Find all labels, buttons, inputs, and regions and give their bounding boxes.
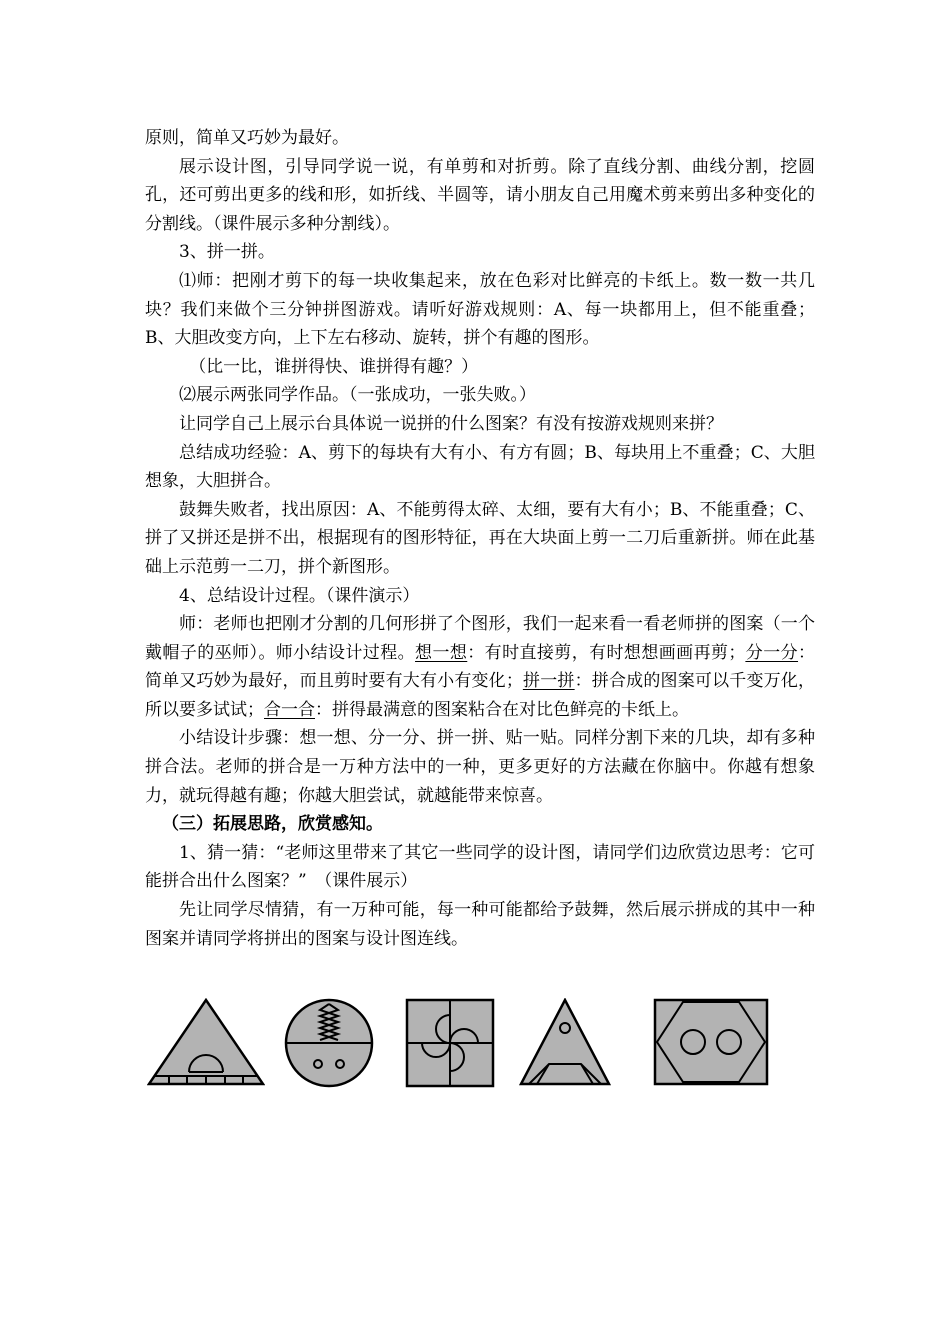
paragraph-11-b: ：有时直接剪，有时想想画画再剪； [467,642,746,663]
triangle-dome-design [147,998,265,1086]
square-pinwheel-design [405,998,495,1088]
step-assemble: 拼一拼 [522,671,575,692]
paragraph-12: 小结设计步骤：想一想、分一分、拼一拼、贴一贴。同样分割下来的几块，却有多种拼合法。老师的拼合是一万种方法中的一种，更多更好的方法藏在你脑中。你越有想象力，就玩得越有趣；你越大胆尝试，就越能带来惊喜。 [145,728,815,806]
paragraph-8: 总结成功经验：A、剪下的每块有大有小、有方有圆；B、每块用上不重叠；C、大胆想象，大胆拼合。 [145,442,815,492]
paragraph-13: 1、猜一猜：“老师这里带来了其它一些同学的设计图，请同学们边欣赏边思考：它可能拼合出什么图案？” （课件展示） [145,842,815,892]
section-3-title: 3、拼一拼。 [179,242,275,263]
paragraph-11-d: ：拼合成的图案可以千变万化，所以要多试试； [145,671,816,720]
paragraph-2: 展示设计图，引导同学说一说，有单剪和对折剪。除了直线分割、曲线分割，挖圆孔，还可剪出更多的线和形，如折线、半圆等，请小朋友自己用魔术剪来剪出多种变化的分割线。（课件展示多种分割线）。 [145,156,815,234]
section-4-title: 4、总结设计过程。（课件演示） [179,585,420,606]
paragraph-5: （比一比，谁拼得快、谁拼得有趣？） [189,356,479,377]
rect-hexagon-design [653,998,769,1086]
design-figures [143,998,783,1090]
step-combine: 合一合 [264,699,315,720]
paragraph-11 [145,610,815,724]
paragraph-1: 原则，简单又巧妙为最好。 [145,128,349,148]
paragraph-11-a: 师：老师也把刚才分割的几何形拼了个图形，我们一起来看一看老师拼的图案（一个戴帽子的巫师）。师小结设计过程。 [145,614,815,663]
triangle-rocket-design [519,998,611,1086]
paragraph-11-c: ：简单又巧妙为最好，而且剪时要有大有小有变化； [145,642,816,692]
paragraph-6: ⑵展示两张同学作品。（一张成功，一张失败。） [179,385,536,406]
circle-zigzag-design [274,998,384,1088]
paragraph-11-e: ：拼得最满意的图案粘合在对比色鲜亮的卡纸上。 [315,699,689,720]
paragraph-9: 鼓舞失败者，找出原因：A、不能剪得太碎、太细，要有大有小；B、不能重叠；C、拼了又拼还是拼不出，根据现有的图形特征，再在大块面上剪一二刀后重新拼。师在此基础上示范剪一二刀，拼个新图形。 [145,499,815,577]
document-body [145,124,815,953]
section-heading-3: （三）拓展思路，欣赏感知。 [162,814,383,835]
step-think: 想一想 [415,642,468,663]
step-divide: 分一分 [745,642,799,663]
paragraph-14: 先让同学尽情猜，有一万种可能，每一种可能都给予鼓舞，然后展示拼成的其中一种图案并请同学将拼出的图案与设计图连线。 [145,900,815,949]
paragraph-4: ⑴师：把刚才剪下的每一块收集起来，放在色彩对比鲜亮的卡纸上。数一数一共几块？我们来做个三分钟拼图游戏。请听好游戏规则：A、每一块都用上，但不能重叠；B、大胆改变方向，上下左右移动、旋转，拼个有趣的图形。 [145,270,815,349]
paragraph-7: 让同学自己上展示台具体说一说拼的什么图案？有没有按游戏规则来拼？ [179,413,723,434]
